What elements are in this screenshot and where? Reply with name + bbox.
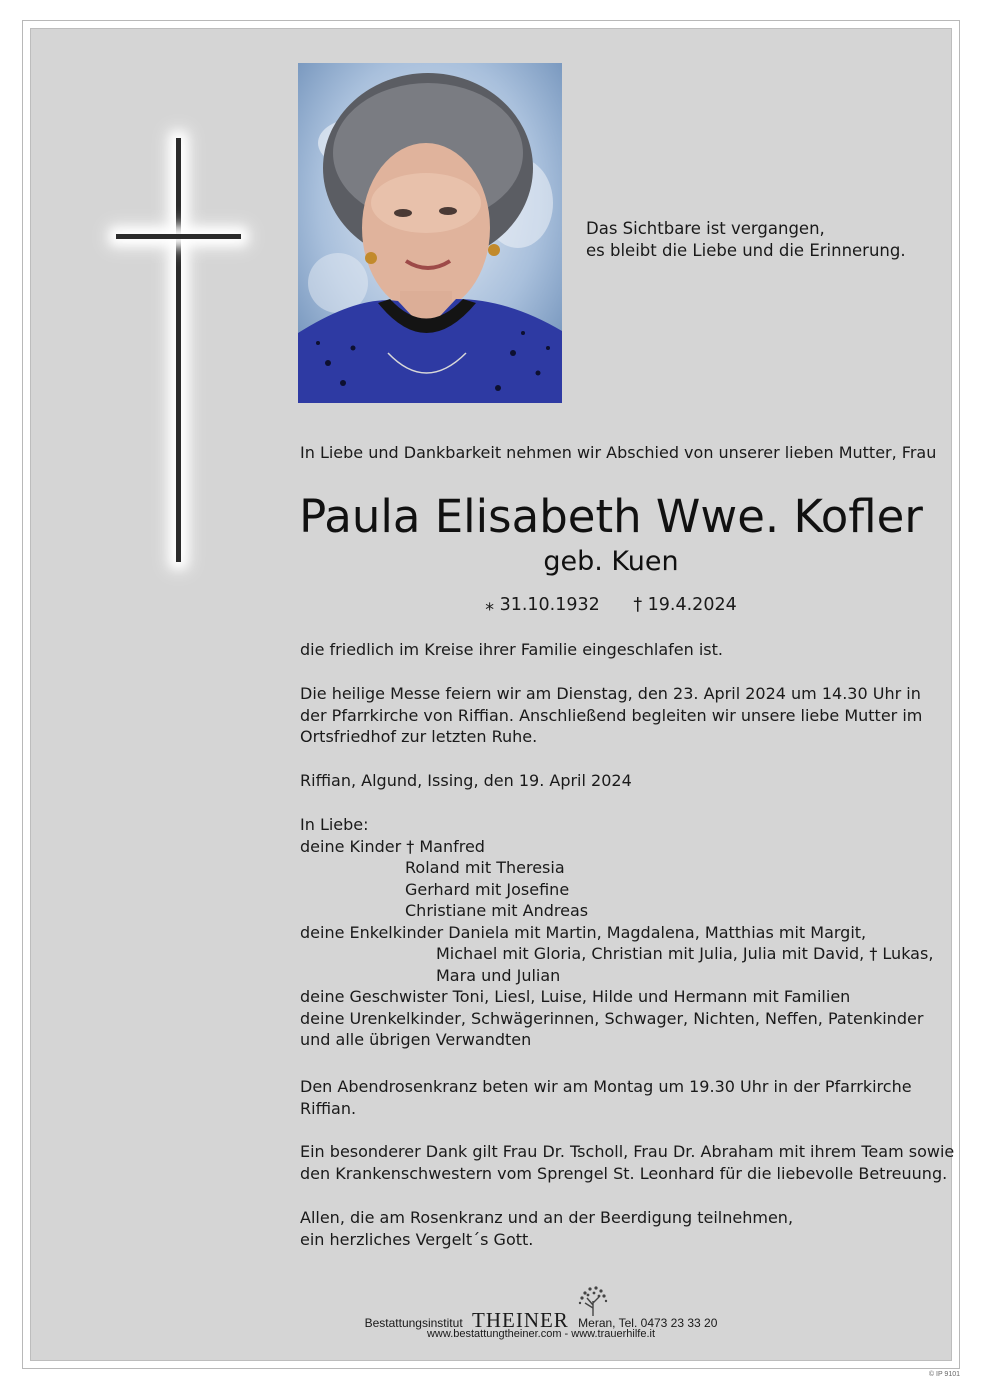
funeral-home-websites: www.bestattungtheiner.com - www.trauerhilfe.it xyxy=(426,1328,656,1340)
paragraph-line: Die heilige Messe feiern wir am Dienstag, den 23. April 2024 um 14.30 Uhr in xyxy=(300,684,921,703)
memorial-quote xyxy=(586,218,906,262)
mourner-line: Gerhard mit Josefine xyxy=(405,879,570,899)
birth-date: ⁎ 31.10.1932 xyxy=(485,595,600,615)
deceased-name: Paula Elisabeth Wwe. Kofler xyxy=(299,490,923,543)
paragraph-line: Ein besonderer Dank gilt Frau Dr. Tscholl, Frau Dr. Abraham mit ihrem Team sowie xyxy=(300,1142,955,1161)
mourner-line: deine Enkelkinder Daniela mit Martin, Magdalena, Matthias mit Margit, xyxy=(300,922,867,942)
mourner-line: deine Kinder † Manfred xyxy=(300,836,485,856)
intro-text: In Liebe und Dankbarkeit nehmen wir Abschied von unserer lieben Mutter, Frau xyxy=(300,443,937,462)
rosary-paragraph xyxy=(300,1076,925,1119)
maiden-name: geb. Kuen xyxy=(543,546,679,577)
funeral-home-logo: THEINER xyxy=(472,1308,569,1332)
mourners-list xyxy=(300,814,934,1051)
death-date: † 19.4.2024 xyxy=(633,595,737,615)
paragraph-line: Ortsfriedhof zur letzten Ruhe. xyxy=(300,727,538,746)
mourner-line: Mara und Julian xyxy=(436,965,561,985)
mourner-line: Michael mit Gloria, Christian mit Julia, Julia mit David, † Lukas, xyxy=(436,944,934,963)
mourners-heading: In Liebe: xyxy=(300,815,369,834)
paragraph-line: Den Abendrosenkranz beten wir am Montag um 19.30 Uhr in der Pfarrkirche xyxy=(300,1077,912,1096)
place-date: Riffian, Algund, Issing, den 19. April 2024 xyxy=(300,771,632,790)
funeral-home-contact: Meran, Tel. 0473 23 33 20 xyxy=(578,1316,718,1330)
portrait-photo xyxy=(298,63,562,403)
quote-line: Das Sichtbare ist vergangen, xyxy=(586,219,825,238)
mourner-line: deine Urenkelkinder, Schwägerinnen, Schwager, Nichten, Neffen, Patenkinder xyxy=(300,1008,924,1028)
paragraph-line: Riffian. xyxy=(300,1098,357,1118)
paragraph-line: den Krankenschwestern vom Sprengel St. Leonhard für die liebevolle Betreuung. xyxy=(300,1163,948,1183)
funeral-mass-paragraph xyxy=(300,683,925,748)
funeral-home-prefix: Bestattungsinstitut xyxy=(364,1316,463,1330)
quote-line: es bleibt die Liebe und die Erinnerung. xyxy=(586,241,906,260)
thanks-paragraph xyxy=(300,1141,955,1184)
corner-code: © IP 9101 xyxy=(928,1371,960,1378)
paragraph-line: ein herzliches Vergelt´s Gott. xyxy=(300,1229,534,1249)
paragraph-line: der Pfarrkirche von Riffian. Anschließend begleiten wir unsere liebe Mutter im xyxy=(300,705,923,725)
closing-paragraph xyxy=(300,1207,925,1250)
mourner-line: Roland mit Theresia xyxy=(405,858,565,877)
passed-text: die friedlich im Kreise ihrer Familie eingeschlafen ist. xyxy=(300,640,723,659)
life-dates xyxy=(0,592,982,618)
mourner-line: und alle übrigen Verwandten xyxy=(300,1030,532,1049)
mourner-line: Christiane mit Andreas xyxy=(405,901,589,920)
mourner-line: deine Geschwister Toni, Liesl, Luise, Hilde und Hermann mit Familien xyxy=(300,987,851,1006)
paragraph-line: Allen, die am Rosenkranz und an der Beerdigung teilnehmen, xyxy=(300,1208,794,1227)
